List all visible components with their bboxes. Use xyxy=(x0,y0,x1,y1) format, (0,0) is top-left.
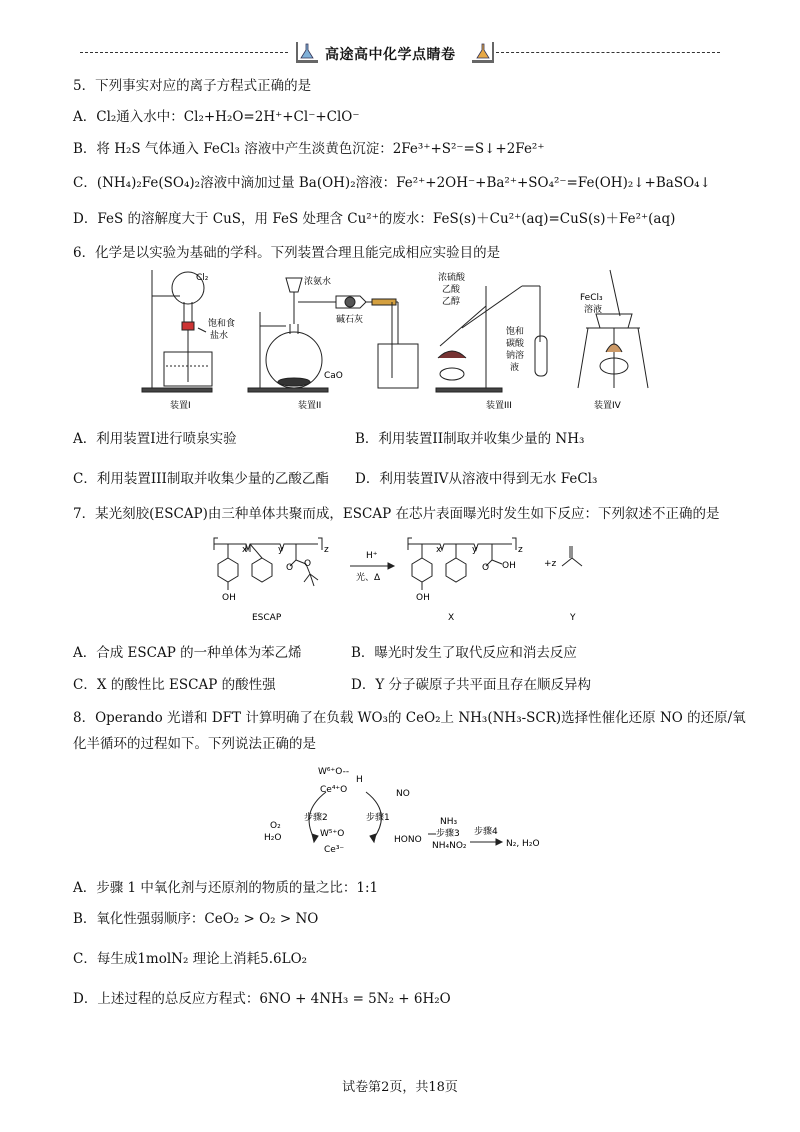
label-w6o: W⁶⁺O-- xyxy=(318,767,350,777)
q8-cycle-figure xyxy=(256,762,556,860)
q8-option-c: C．每生成1molN₂ 理论上消耗5.6LO₂ xyxy=(73,951,308,967)
label-h: H xyxy=(356,775,363,785)
label-o-3: O xyxy=(482,563,490,573)
q8-stem-line-2: 化半循环的过程如下。下列说法正确的是 xyxy=(73,736,316,752)
label-escap: ESCAP xyxy=(252,613,282,623)
q6-option-a: A．利用装置I进行喷泉实验 xyxy=(73,431,237,447)
q6-stem: 6．化学是以实验为基础的学科。下列装置合理且能完成相应实验目的是 xyxy=(73,245,501,261)
label-apparatus-3: 装置III xyxy=(486,401,512,411)
label-ammonia: 浓氨水 xyxy=(304,277,332,287)
label-fecl3-2: 溶液 xyxy=(584,305,603,315)
label-light-heat: 光、Δ xyxy=(356,573,381,583)
label-cooh-oh: OH xyxy=(502,561,516,571)
q6-option-d: D．利用装置IV从溶液中得到无水 FeCl₃ xyxy=(355,471,598,487)
label-hono: HONO xyxy=(394,835,422,845)
q7-option-b: B．曝光时发生了取代反应和消去反应 xyxy=(351,645,577,661)
label-apparatus-4: 装置IV xyxy=(594,401,621,411)
label-h2o: H₂O xyxy=(264,833,282,843)
q7-option-d: D．Y 分子碳原子共平面且存在顺反异构 xyxy=(351,677,592,693)
q5-option-c: C．(NH₄)₂Fe(SO₄)₂溶液中滴加过量 Ba(OH)₂溶液：Fe²⁺+2OH⁻+Ba²⁺+SO₄²⁻=Fe(OH)₂↓+BaSO₄↓ xyxy=(73,175,711,191)
header-dash-right xyxy=(496,52,720,53)
label-o2: O₂ xyxy=(270,821,281,831)
q7-option-a: A．合成 ESCAP 的一种单体为苯乙烯 xyxy=(73,645,302,661)
label-o-1: O xyxy=(286,563,294,573)
flask-icon xyxy=(294,40,320,66)
label-y-sub-1: y xyxy=(278,545,284,555)
label-products: N₂, H₂O xyxy=(506,839,540,849)
label-na2co3-2: 碳酸 xyxy=(506,339,525,349)
label-na2co3-1: 饱和 xyxy=(506,327,525,337)
header-title: 高途高中化学点睛卷 xyxy=(325,47,456,63)
q7-stem: 7．某光刻胶(ESCAP)由三种单体共聚而成，ESCAP 在芯片表面曝光时发生如下反应：下列叙述不正确的是 xyxy=(73,506,720,522)
page-footer: 试卷第2页，共18页 xyxy=(342,1080,458,1095)
label-na2co3-3: 钠溶 xyxy=(506,351,525,361)
label-step1: 步骤1 xyxy=(366,813,390,823)
label-step4: 步骤4 xyxy=(474,827,498,837)
q8-option-b: B．氧化性强弱顺序：CeO₂ > O₂ > NO xyxy=(73,911,319,927)
q7-option-c: C．X 的酸性比 ESCAP 的酸性强 xyxy=(73,677,276,693)
label-w5o: W⁵⁺O xyxy=(320,829,345,839)
q6-apparatus-figure xyxy=(140,266,670,414)
label-brine-1: 饱和食 xyxy=(208,319,236,329)
label-oh-1: OH xyxy=(222,593,236,603)
label-y-sub-2: y xyxy=(472,545,478,555)
label-fecl3-1: FeCl₃ xyxy=(580,293,603,303)
label-o-2: O xyxy=(304,559,312,569)
q8-option-d: D．上述过程的总反应方程式：6NO + 4NH₃ = 5N₂ + 6H₂O xyxy=(73,991,451,1007)
q7-reaction-figure xyxy=(200,530,620,626)
label-nh3: NH₃ xyxy=(440,817,458,827)
label-y: Y xyxy=(570,613,576,623)
label-sulfuric-2: 乙酸 xyxy=(442,285,461,295)
label-ce4o: Ce⁴⁺O xyxy=(320,785,348,795)
label-x: X xyxy=(448,613,455,623)
label-apparatus-2: 装置II xyxy=(298,401,322,411)
label-na2co3-4: 液 xyxy=(510,363,520,373)
label-brine-2: 盐水 xyxy=(210,331,229,341)
q6-option-b: B．利用装置II制取并收集少量的 NH₃ xyxy=(355,431,585,447)
label-step3: 步骤3 xyxy=(436,829,460,839)
label-oh-2: OH xyxy=(416,593,430,603)
label-no: NO xyxy=(396,789,410,799)
label-x-sub-2: x xyxy=(436,545,442,555)
q5-option-a: A．Cl₂通入水中：Cl₂+H₂O=2H⁺+Cl⁻+ClO⁻ xyxy=(73,109,360,125)
flask-icon xyxy=(470,40,496,66)
q8-option-a: A．步骤 1 中氧化剂与还原剂的物质的量之比：1:1 xyxy=(73,880,379,896)
q5-option-b: B．将 H₂S 气体通入 FeCl₃ 溶液中产生淡黄色沉淀：2Fe³⁺+S²⁻=S↓+2Fe²⁺ xyxy=(73,141,545,157)
label-h-plus: H⁺ xyxy=(366,551,378,561)
label-z-sub-1: z xyxy=(324,545,329,555)
label-step2: 步骤2 xyxy=(304,813,328,823)
label-z-sub-2: z xyxy=(518,545,523,555)
label-nh4no2: NH₄NO₂ xyxy=(432,841,467,851)
label-x-sub-1: x xyxy=(242,545,248,555)
label-alkali-lime: 碱石灰 xyxy=(336,315,364,325)
label-plus-z: +z xyxy=(544,559,557,569)
q5-option-d: D．FeS 的溶解度大于 CuS，用 FeS 处理含 Cu²⁺的废水：FeS(s)＋Cu²⁺(aq)=CuS(s)＋Fe²⁺(aq) xyxy=(73,211,676,227)
label-cao: CaO xyxy=(324,371,343,381)
label-ce3: Ce³⁻ xyxy=(324,845,345,855)
label-cl2: Cl₂ xyxy=(196,273,209,283)
page-header xyxy=(80,38,720,68)
q8-stem-line-1: 8．Operando 光谱和 DFT 计算明确了在负载 WO₃的 CeO₂上 NH₃(NH₃-SCR)选择性催化还原 NO 的还原/氧 xyxy=(73,710,746,726)
q6-option-c: C．利用装置III制取并收集少量的乙酸乙酯 xyxy=(73,471,329,487)
label-apparatus-1: 装置I xyxy=(170,401,191,411)
label-sulfuric-3: 乙醇 xyxy=(442,297,461,307)
q5-stem: 5．下列事实对应的离子方程式正确的是 xyxy=(73,78,312,94)
header-dash-left xyxy=(80,52,288,53)
label-sulfuric-1: 浓硫酸 xyxy=(438,273,466,283)
